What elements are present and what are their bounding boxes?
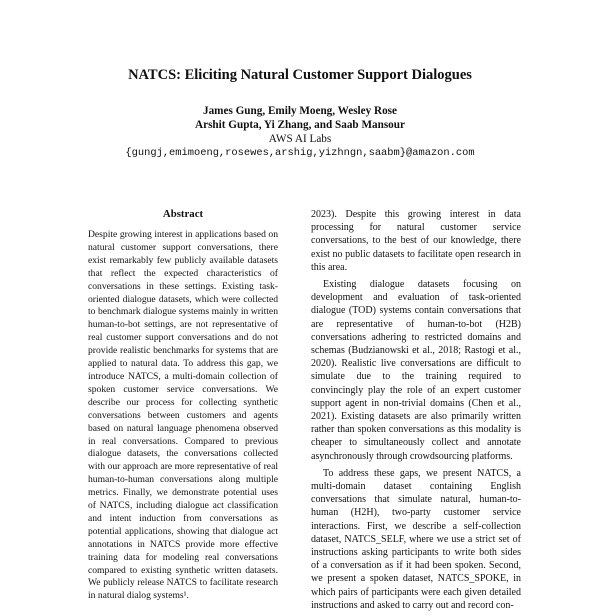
left-column [88, 208, 278, 603]
author-emails: {gungj,emimoeng,rosewes,arshig,yizhngn,saabm}@amazon.com [125, 147, 475, 159]
abstract-heading: Abstract [162, 208, 204, 220]
body-paragraph-1: 2023). Despite this growing interest in data processing for natural customer service conversations, to the best of our knowledge, there exist no public datasets to facilitate open research in this area. [311, 209, 521, 273]
affiliation: AWS AI Labs [268, 133, 332, 145]
author-line-2: Arshit Gupta, Yi Zhang, and Saab Mansour [195, 119, 405, 131]
abstract-text: Despite growing interest in applications based on natural customer support conversations, there exist remarkably few publicly available datasets that reflect the expected characteristics of conversations in these settings. Existing task-oriented dialogue datasets, which were collected to benchmark dialogue systems mainly in written human-to-bot settings, are not representative of real customer support conversations and do not provide realistic benchmarks for systems that are applied to natural data. To address this gap, we introduce NATCS, a multi-domain collection of spoken customer service conversations. We describe our process for collecting synthetic conversations between customers and agents based on natural language phenomena observed in real conversations. Compared to previous dialogue datasets, the conversations collected with our approach are more representative of real human-to-human conversations along multiple metrics. Finally, we demonstrate potential uses of NATCS, including dialogue act classification and intent induction from conversations as potential applications, showing that dialogue act annotations in NATCS provide more effective training data for modeling real conversations compared to existing synthetic written datasets. We publicly release NATCS to facilitate research in natural dialog systems¹. [88, 229, 278, 602]
author-line-1: James Gung, Emily Moeng, Wesley Rose [202, 105, 398, 117]
body-paragraph-3: To address these gaps, we present NATCS, a multi-domain dataset containing English conversations that simulate natural, human-to-human (H2H), two-party customer service interactions. First, we describe a self-collection dataset, NATCS_SELF, where we use a strict set of instructions asking participants to write both sides of a conversation as if it had been spoken. Second, we present a spoken dataset, NATCS_SPOKE, in which pairs of participants were each given detailed instructions and asked to carry out and record con- [311, 467, 521, 611]
body-paragraph-2: Existing dialogue datasets focusing on development and evaluation of task-oriented dialogue (TOD) systems contain conversations that are representative of human-to-bot (H2B) conversations adhering to restricted domains and schemas (Budzianowski et al., 2018; Rastogi et al., 2020). Realistic live conversations are difficult to simulate due to the training required to convincingly play the role of an expert customer support agent in non-trivial domains (Chen et al., 2021). Existing datasets are also primarily written rather than spoken conversations as this modality is cheaper to simultaneously collect and annotate asynchronously through crowdsourcing platforms. [311, 279, 521, 462]
paper-title: NATCS: Eliciting Natural Customer Support Dialogues [128, 67, 472, 83]
author-block [0, 104, 600, 160]
right-column [311, 208, 521, 616]
